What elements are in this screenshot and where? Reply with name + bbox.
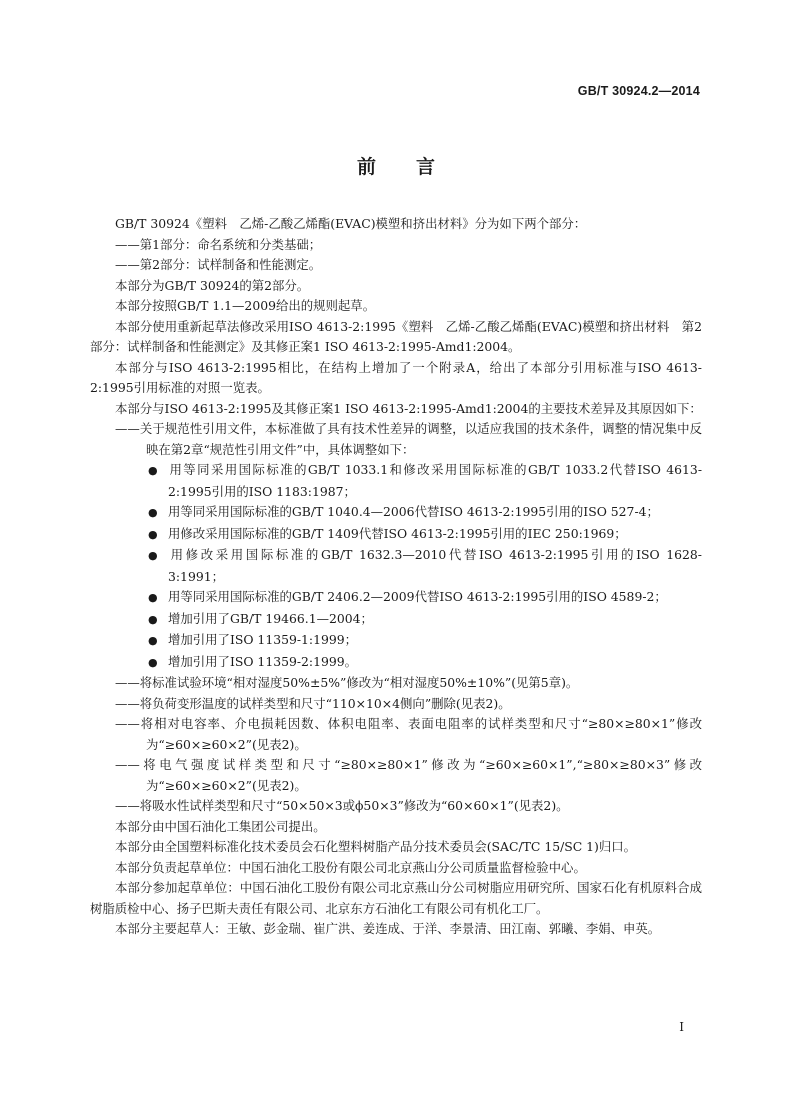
bullet-icon: ●	[148, 655, 158, 669]
reference-list-item: ● 用等同采用国际标准的GB/T 1040.4—2006代替ISO 4613-2:1995引用的ISO 527-4；	[90, 502, 702, 524]
proposed-paragraph: 本部分由中国石油化工集团公司提出。	[115, 818, 326, 834]
bullet-icon: ●	[148, 464, 158, 477]
reference-list-item: ● 用等同采用国际标准的GB/T 1033.1和修改采用国际标准的GB/T 1033.2代替ISO 4613-2:1995引用的ISO 1183:1987；	[148, 462, 702, 499]
reference-list-item: ● 用修改采用国际标准的GB/T 1409代替ISO 4613-2:1995引用的IEC 250:1969；	[90, 524, 702, 546]
part-item: ——第2部分：试样制备和性能测定。	[115, 257, 322, 272]
standard-code: GB/T 30924.2—2014	[577, 84, 700, 98]
foreword-body	[90, 214, 702, 940]
intro-paragraph: GB/T 30924《塑料 乙烯-乙酸乙烯酯(EVAC)模塑和挤出材料》分为如下两个部分：	[115, 216, 587, 231]
drafters-paragraph: 本部分主要起草人：王敏、彭金瑞、崔广洪、姜连成、于洋、李景清、田江南、郭曦、李娟、申英。	[115, 921, 661, 936]
bullet-icon: ●	[148, 506, 158, 519]
bullet-icon: ●	[148, 549, 158, 562]
page-number: I	[679, 1020, 684, 1034]
reference-list-item: ● 用修改采用国际标准的GB/T 1632.3—2010代替ISO 4613-2:1995引用的ISO 1628-3:1991；	[148, 547, 702, 584]
bullet-icon: ●	[148, 612, 158, 626]
reference-list-item: ● 增加引用了ISO 11359-2:1999。	[90, 652, 702, 674]
part-item: ——第1部分：命名系统和分类基础；	[115, 236, 322, 252]
participant-units-paragraph: 本部分参加起草单位：中国石油化工股份有限公司北京燕山分公司树脂应用研究所、国家石化有机原料合成树脂质检中心、扬子巴斯夫责任有限公司、北京东方石油化工有限公司有机化工厂。	[90, 880, 702, 916]
diff-item: ——将标准试验环境“相对湿度50%±5%”修改为“相对湿度50%±10%”(见第5章)。	[115, 675, 579, 690]
committee-paragraph: 本部分由全国塑料标准化技术委员会石化塑料树脂产品分技术委员会(SAC/TC 15/SC 1)归口。	[115, 839, 637, 854]
diff-item: ——将负荷变形温度的试样类型和尺寸“110×10×4侧向”删除(见表2)。	[115, 695, 511, 711]
rules-paragraph: 本部分按照GB/T 1.1—2009给出的规则起草。	[115, 298, 376, 313]
bullet-icon: ●	[148, 591, 158, 604]
reference-list-item: ● 增加引用了GB/T 19466.1—2004；	[90, 609, 702, 631]
bullet-icon: ●	[148, 634, 158, 647]
page-title: 前言	[356, 156, 475, 178]
diff-item: ——将电气强度试样类型和尺寸“≥80×≥80×1”修改为“≥60×≥60×1”,“≥80×≥80×3”修改为“≥60×≥60×2”(见表2)。	[115, 757, 702, 793]
diff-item: ——将吸水性试样类型和尺寸“50×50×3或ϕ50×3”修改为“60×60×1”(见表2)。	[115, 798, 569, 813]
reference-list-item: ● 增加引用了ISO 11359-1:1999；	[90, 630, 702, 652]
comparison-paragraph: 本部分与ISO 4613-2:1995相比，在结构上增加了一个附录A，给出了本部分引用标准与ISO 4613-2:1995引用标准的对照一览表。	[90, 359, 702, 395]
reference-list-item: ● 用等同采用国际标准的GB/T 2406.2—2009代替ISO 4613-2:1995引用的ISO 4589-2；	[90, 587, 702, 609]
diff-item-references: ——关于规范性引用文件，本标准做了具有技术性差异的调整，以适应我国的技术条件，调整的情况集中反映在第2章“规范性引用文件”中，具体调整如下：	[115, 421, 702, 457]
part-paragraph: 本部分为GB/T 30924的第2部分。	[115, 277, 310, 293]
responsible-unit-paragraph: 本部分负责起草单位：中国石油化工股份有限公司北京燕山分公司质量监督检验中心。	[115, 859, 586, 875]
differences-paragraph: 本部分与ISO 4613-2:1995及其修正案1 ISO 4613-2:1995-Amd1:2004的主要技术差异及其原因如下：	[115, 400, 702, 416]
diff-item: ——将相对电容率、介电损耗因数、体积电阻率、表面电阻率的试样类型和尺寸“≥80×≥80×1”修改为“≥60×≥60×2”(见表2)。	[115, 716, 702, 752]
bullet-icon: ●	[148, 527, 158, 541]
adoption-paragraph: 本部分使用重新起草法修改采用ISO 4613-2:1995《塑料 乙烯-乙酸乙烯酯(EVAC)模塑和挤出材料 第2部分：试样制备和性能测定》及其修正案1 ISO 4613-2:1995-Amd1:2004。	[90, 318, 702, 354]
